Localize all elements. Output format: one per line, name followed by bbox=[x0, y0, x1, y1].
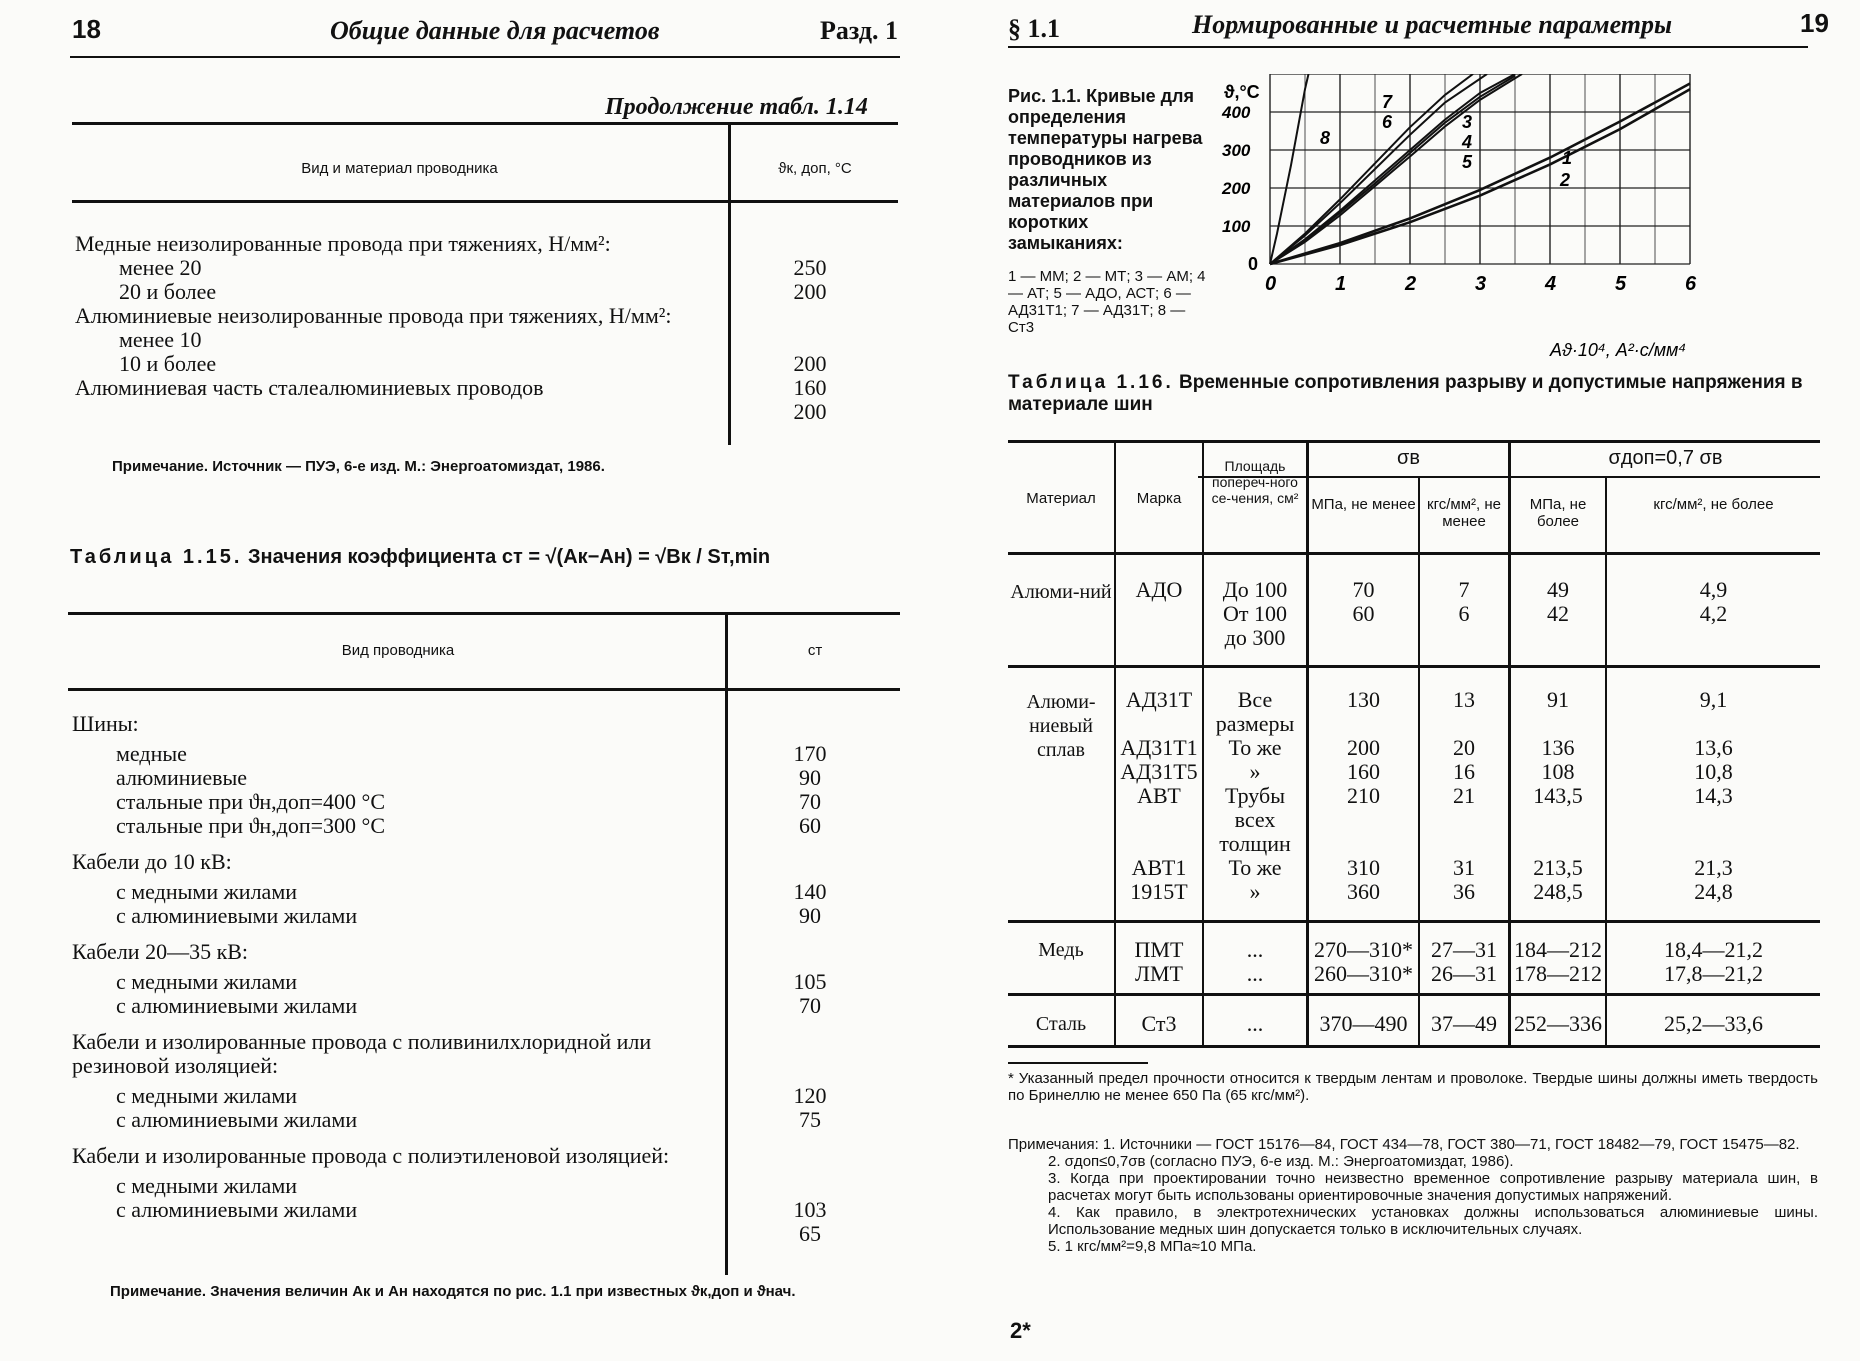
curve-label-4: 4 bbox=[1462, 132, 1473, 152]
list-item: стальные при ϑн,доп=300 °С bbox=[116, 813, 385, 838]
table-row: Медные неизолированные провода при тяжениях, Н/мм²: bbox=[75, 231, 611, 256]
table15-values: 170 90 70 60 140 90 105 70 120 75 103 65 bbox=[793, 741, 827, 1246]
running-title: Нормированные и расчетные параметры bbox=[1192, 10, 1673, 39]
header-material: Материал bbox=[1026, 490, 1096, 507]
table14-note: Примечание. Источник — ПУЭ, 6-е изд. М.: Энергоатомиздат, 1986. bbox=[112, 458, 605, 475]
group-title: Кабели и изолированные провода с поливинилхлоридной или резиновой изоляцией: bbox=[72, 1029, 652, 1078]
table14-col2-header: ϑк, доп, °С bbox=[778, 160, 852, 177]
list-item: стальные при ϑн,доп=400 °С bbox=[116, 789, 385, 814]
series-line-5 bbox=[1270, 74, 1522, 264]
header-kgs-max: кгс/мм², не более bbox=[1653, 496, 1774, 513]
curve-label-6: 6 bbox=[1382, 112, 1393, 132]
y-tick-label: 200 bbox=[1222, 179, 1251, 198]
table-row: 20 и более bbox=[119, 279, 217, 304]
chart-figure-1-1 bbox=[1210, 74, 1750, 364]
chart-curve-labels bbox=[1320, 92, 1572, 190]
x-tick-label: 5 bbox=[1615, 273, 1627, 295]
note-item: 4. Как правило, в электротехнических установках должны использоваться алюминиевые шины. Использование медных шин допускается только в исключительных случаях. bbox=[1048, 1204, 1818, 1238]
list-item: с медными жилами bbox=[116, 1173, 298, 1198]
x-tick-label: 6 bbox=[1685, 273, 1697, 295]
x-tick-label: 2 bbox=[1405, 273, 1417, 295]
curve-label-3: 3 bbox=[1462, 112, 1473, 132]
table14-values: 250 200 200 160 200 bbox=[793, 255, 827, 424]
right-page: § 1.1 Нормированные и расчетные параметры 19 Рис. 1.1. Кривые для определения температуры нагрева проводников из различных материалов при коротких замыканиях: 1 — ММ; 2 — МТ; 3 — АМ; 4 — АТ; 5 — АДО, АСТ; 6 — АД31Т1; 7 — АД31Т; 8 — Ст3 1 2 3 4 5 6 7 8 0 1 2 3 4 5 6 100 200 300 400 0 ϑ,°С Aϑ·10⁴, А²·с/мм⁴ Таблица 1.16. Временные сопротивления разрыву и допустимые напряжения в материале шин Материал Марка Площадь попереч-ного се-чения, см² σв σдоп=0,7 σв МПа, не менее кгс/мм², не менее МПа, не более кгс/мм², не более Алюми-ний АДО До 100 От 100 до 300 70 60 7 6 49 42 4,9 4,2 Алюми-ниевый сплав АД31Т АД31Т1 АД31Т5 АВТ АВТ1 1915Т Все размеры То же » Трубы всех толщин То же » 130 200 160 210 310 360 13 20 16 21 31 36 91 136 108 143,5 213,5 248,5 9,1 13,6 10,8 14,3 21,3 24,8 Медь ПМТ ЛМТ ... ... 270—310* 260—310* 27—31 26—31 184—212 178—212 18,4—21,2 17,8—21,2 Сталь Ст3 ... 370—490 37—49 252—336 25,2—33,6 * Указанный предел прочности относится к твердым лентам и проволоке. Твердые шины должны иметь твердость по Бринеллю не менее 650 Па (65 кгс/мм²). Примечания: 1. Источники — ГОСТ 15176—84, ГОСТ 434—78, ГОСТ 380—71, ГОСТ 18482—79, ГОСТ 15475—82. 2. σдоп≤0,7σв (согласно ПУЭ, 6-е изд. М.: Энергоатомиздат, 1986). 3. Когда при проектировании точно неизвестно временное сопротивление разрыву материала шин, в расчетах могут быть использованы ориентировочные значения допустимых напряжений. 4. Как правило, в электротехнических установках должны использоваться алюминиевые шины. Использование медных шин допускается только в исключительных случаях. 5. 1 кгс/мм²=9,8 МПа≈10 МПа. 2* bbox=[1008, 8, 1829, 1343]
table-row: Алюминиевые неизолированные провода при тяжениях, Н/мм²: bbox=[75, 303, 672, 328]
header-kgs-min: кгс/мм², не менее bbox=[1427, 496, 1501, 530]
table16-notes bbox=[1008, 1136, 1818, 1255]
table16-caption: Таблица 1.16. Временные сопротивления разрыву и допустимые напряжения в материале шин bbox=[1008, 372, 1803, 415]
table16-footnote: * Указанный предел прочности относится к твердым лентам и проволоке. Твердые шины должны иметь твердость по Бринеллю не менее 650 Па (65 кгс/мм²). bbox=[1008, 1070, 1818, 1104]
header-mark: Марка bbox=[1136, 490, 1182, 507]
table-row: 10 и более bbox=[119, 351, 217, 376]
section-label: § 1.1 bbox=[1008, 14, 1060, 43]
table14-col1-header: Вид и материал проводника bbox=[301, 160, 498, 177]
note-item: Примечания: 1. Источники — ГОСТ 15176—84, ГОСТ 434—78, ГОСТ 380—71, ГОСТ 18482—79, ГОСТ 15475—82. bbox=[1008, 1136, 1800, 1153]
x-tick-label: 1 bbox=[1335, 273, 1347, 295]
page-number: 18 bbox=[72, 14, 101, 44]
table-row: менее 10 bbox=[119, 327, 202, 352]
table15-body bbox=[72, 712, 722, 1222]
group-title: Кабели и изолированные провода с полиэтиленовой изоляцией: bbox=[72, 1143, 670, 1168]
header-mpa-max: МПа, не более bbox=[1529, 496, 1587, 530]
section-label: Разд. 1 bbox=[820, 16, 899, 45]
table-row: менее 20 bbox=[119, 255, 202, 280]
curve-label-8: 8 bbox=[1320, 128, 1331, 148]
curve-label-1: 1 bbox=[1562, 148, 1573, 168]
header-rule bbox=[70, 56, 900, 58]
x-tick-label: 0 bbox=[1265, 273, 1277, 295]
series-line-4 bbox=[1270, 76, 1515, 264]
curve-label-7: 7 bbox=[1382, 92, 1393, 112]
header-mpa-min: МПа, не менее bbox=[1311, 496, 1416, 513]
group-title: Шины: bbox=[72, 711, 139, 736]
list-item: с медными жилами bbox=[116, 969, 298, 994]
y-tick-label: 0 bbox=[1248, 254, 1259, 274]
x-axis-label: Aϑ·10⁴, А²·с/мм⁴ bbox=[1550, 340, 1687, 360]
figure-legend: 1 — ММ; 2 — МТ; 3 — АМ; 4 — АТ; 5 — АДО, АСТ; 6 — АД31Т1; 7 — АД31Т; 8 — Ст3 bbox=[1008, 268, 1206, 336]
list-item: алюминиевые bbox=[116, 765, 248, 790]
list-item: медные bbox=[116, 741, 187, 766]
note-item: 3. Когда при проектировании точно неизвестно временное сопротивление разрыву материала шин, в расчетах могут быть использованы ориентировочные значения допустимых напряжений. bbox=[1048, 1170, 1818, 1204]
curve-label-5: 5 bbox=[1462, 152, 1473, 172]
table15-note: Примечание. Значения величин Aк и Aн находятся по рис. 1.1 при известных ϑк,доп и ϑнач. bbox=[110, 1283, 796, 1300]
table15-col2-header: cт bbox=[807, 642, 823, 659]
header-rule bbox=[1008, 46, 1808, 48]
running-title: Общие данные для расчетов bbox=[330, 16, 660, 45]
y-tick-label: 100 bbox=[1222, 217, 1251, 236]
group-title: Кабели до 10 кВ: bbox=[72, 849, 232, 874]
group-title: Кабели 20—35 кВ: bbox=[72, 939, 249, 964]
y-axis-label: ϑ,°С bbox=[1224, 82, 1260, 102]
figure-caption: Рис. 1.1. Кривые для определения температуры нагрева проводников из различных материалов при коротких замыканиях: bbox=[1008, 86, 1203, 253]
list-item: с медными жилами bbox=[116, 879, 298, 904]
curve-label-2: 2 bbox=[1560, 170, 1571, 190]
continuation-label: Продолжение табл. 1.14 bbox=[605, 94, 868, 120]
list-item: с алюминиевыми жилами bbox=[116, 993, 358, 1018]
list-item: с алюминиевыми жилами bbox=[116, 903, 358, 928]
header-sigma-dop: σдоп=0,7 σв bbox=[1608, 447, 1723, 469]
table14-body bbox=[75, 232, 725, 400]
header-area: Площадь попереч-ного се-чения, см² bbox=[1211, 458, 1299, 506]
y-tick-label: 300 bbox=[1222, 141, 1251, 160]
list-item: с алюминиевыми жилами bbox=[116, 1197, 358, 1222]
chart-grid bbox=[1270, 74, 1690, 264]
x-tick-label: 4 bbox=[1545, 273, 1557, 295]
note-item: 2. σдоп≤0,7σв (согласно ПУЭ, 6-е изд. М.: Энергоатомиздат, 1986). bbox=[1048, 1153, 1514, 1170]
page-number: 19 bbox=[1800, 8, 1829, 38]
table15-col1-header: Вид проводника bbox=[341, 642, 455, 659]
list-item: с алюминиевыми жилами bbox=[116, 1107, 358, 1132]
table-row: Алюминиевая часть сталеалюминиевых проводов bbox=[75, 375, 544, 400]
x-tick-label: 3 bbox=[1475, 273, 1487, 295]
header-sigma-v: σв bbox=[1397, 447, 1420, 469]
signature-mark: 2* bbox=[1010, 1318, 1031, 1343]
list-item: с медными жилами bbox=[116, 1083, 298, 1108]
note-item: 5. 1 кгс/мм²=9,8 МПа≈10 МПа. bbox=[1048, 1238, 1257, 1255]
y-tick-label: 400 bbox=[1222, 103, 1251, 122]
table15-caption: Таблица 1.15. Значения коэффициента cт = √(Aк−Aн) = √Bк / Sт,min bbox=[70, 546, 771, 568]
